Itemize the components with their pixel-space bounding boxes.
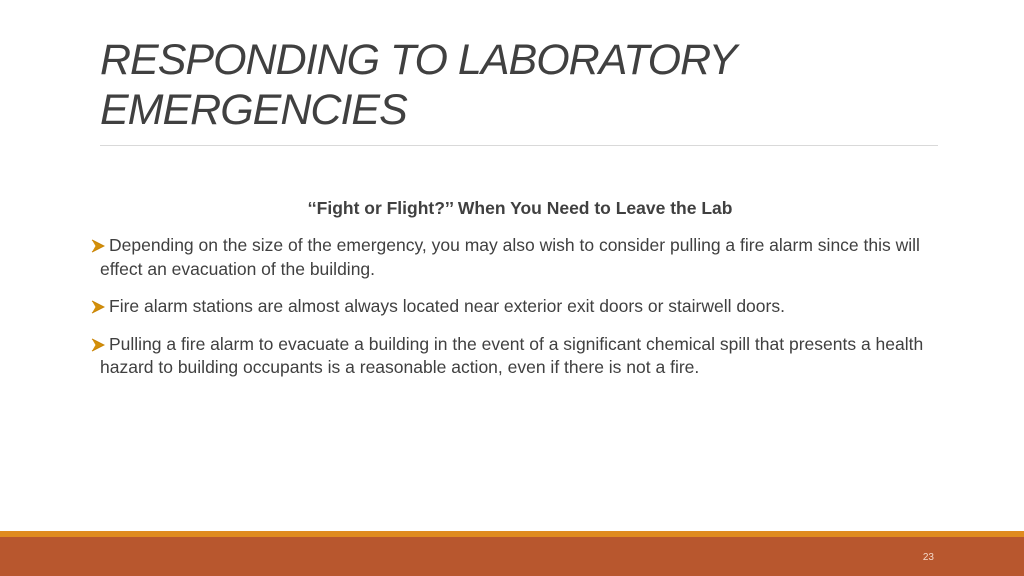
bullet-text: Depending on the size of the emergency, you may also wish to consider pulling a fire alarm since this will effect an evacuation of the building. xyxy=(100,235,920,279)
page-number: 23 xyxy=(922,552,934,563)
title-divider xyxy=(100,145,938,146)
bullet-item xyxy=(92,295,942,319)
bullet-item xyxy=(92,333,942,380)
bullet-list xyxy=(92,234,942,394)
bullet-text: Pulling a fire alarm to evacuate a building in the event of a significant chemical spill that presents a health hazard to building occupants is a reasonable action, even if there is not a fire. xyxy=(100,333,924,377)
arrow-bullet-icon xyxy=(91,234,105,253)
slide-title: RESPONDING TO LABORATORY EMERGENCIES xyxy=(100,36,736,134)
section-subheading: ‘‘Fight or Flight?’’ When You Need to Leave the Lab xyxy=(307,198,733,218)
footer-bar xyxy=(0,537,1024,576)
arrow-bullet-icon xyxy=(91,295,105,314)
bullet-item xyxy=(92,234,942,281)
bullet-text: Fire alarm stations are almost always located near exterior exit doors or stairwell doors. xyxy=(109,296,785,316)
arrow-bullet-icon xyxy=(91,333,105,352)
